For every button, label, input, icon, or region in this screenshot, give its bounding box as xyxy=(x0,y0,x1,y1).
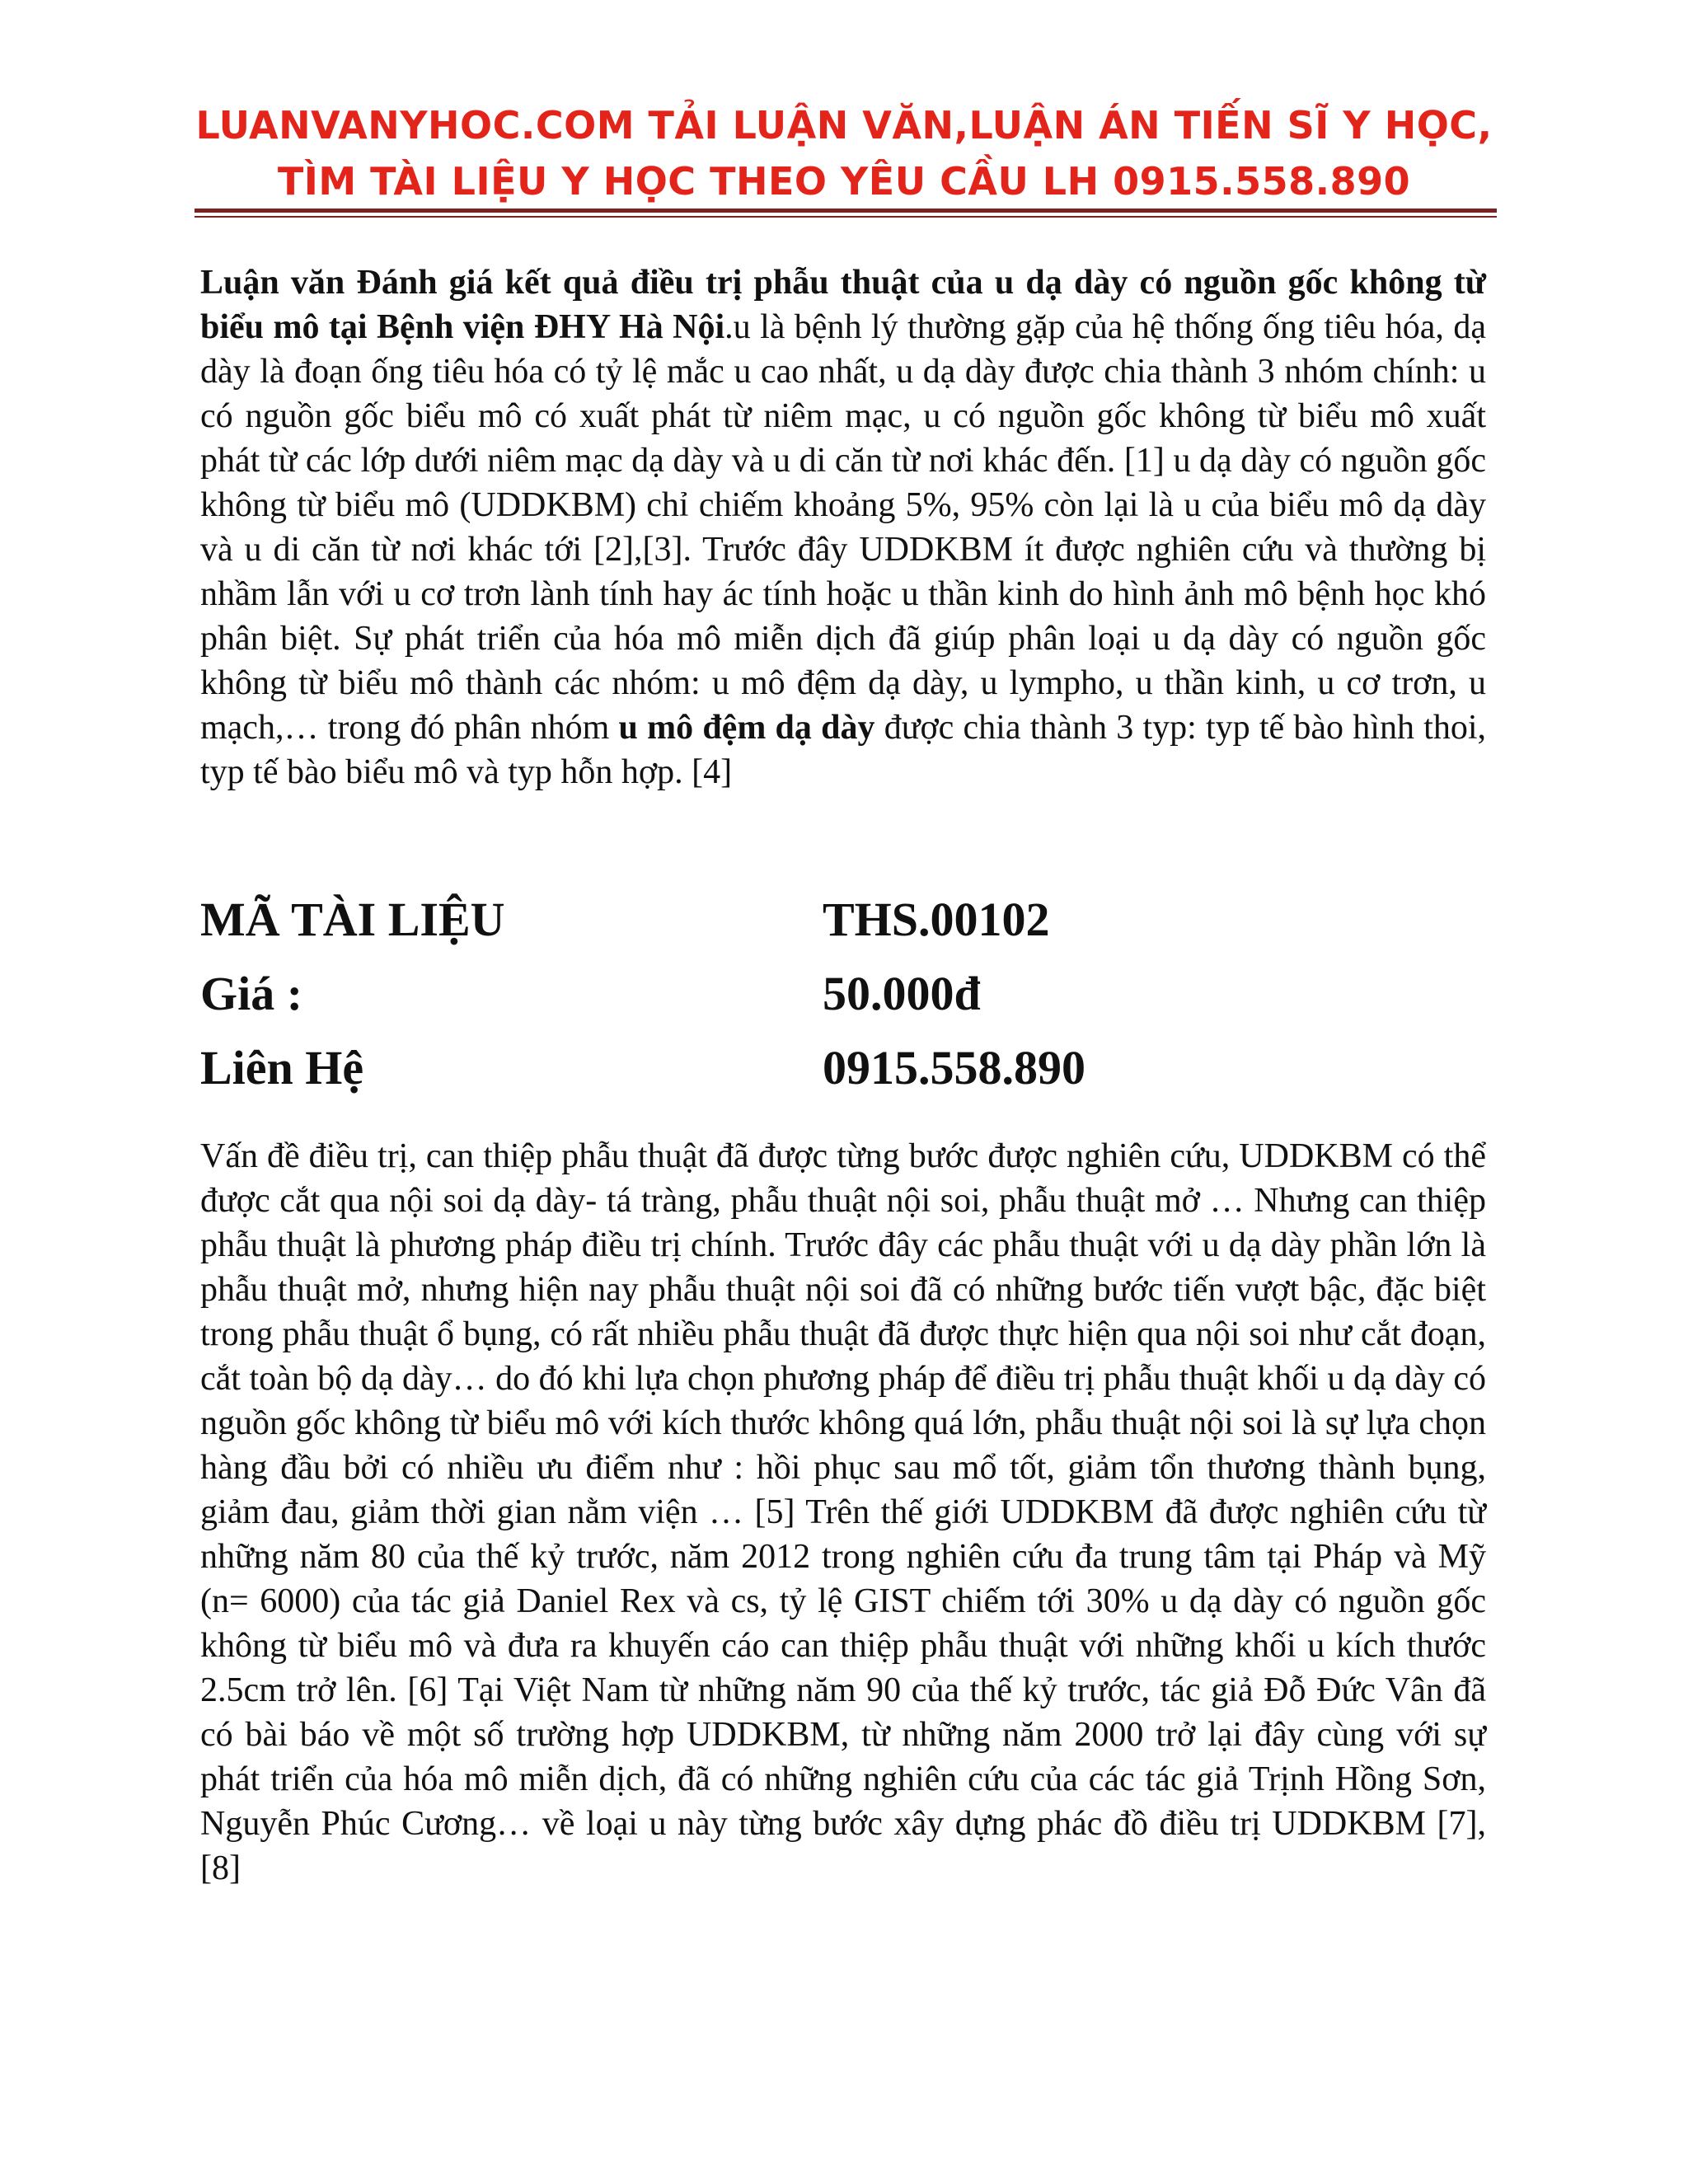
info-row-price xyxy=(200,957,1486,1031)
document-info xyxy=(200,883,1486,1105)
intro-bold-term: u mô đệm dạ dày xyxy=(618,709,875,747)
contact-value: 0915.558.890 xyxy=(823,1041,1085,1094)
info-row-contact xyxy=(200,1031,1486,1105)
site-header xyxy=(0,97,1688,209)
intro-text-a: .u là bệnh lý thường gặp của hệ thống ống tiêu hóa, dạ dày là đoạn ống tiêu hóa có tỷ lệ mắc u cao nhất, u dạ dày được chia thành 3 nhóm chính: u có nguồn gốc biểu mô có xuất phát từ niêm mạc, u có nguồn gốc không từ biểu mô xuất phát từ các lớp dưới niêm mạc dạ dày và u di căn từ nơi khác đến. [1] u dạ dày có nguồn gốc không từ biểu mô (UDDKBM) chỉ chiếm khoảng 5%, 95% còn lại là u của biểu mô dạ dày và u di căn từ nơi khác tới [2],[3]. Trước đây UDDKBM ít được nghiên cứu và thường bị nhầm lẫn với u cơ trơn lành tính hay ác tính hoặc u thần kinh do hình ảnh mô bệnh học khó phân biệt. Sự phát triển của hóa mô miễn dịch đã giúp phân loại u dạ dày có nguồn gốc không từ biểu mô thành các nhóm: u mô đệm dạ dày, u lympho, u thần kinh, u cơ trơn, u mạch,… trong đó phân nhóm xyxy=(200,308,1487,747)
header-line-2: TÌM TÀI LIỆU Y HỌC THEO YÊU CẦU LH 0915.558.890 xyxy=(277,159,1411,204)
document-title: Luận văn Đánh giá kết quả điều trị phẫu thuật của u dạ dày có nguồn gốc không từ biểu mô tại Bệnh viện ĐHY Hà Nội xyxy=(200,264,1486,346)
intro-text-b: được chia thành 3 typ: typ tế bào hình thoi, typ tế bào biểu mô và typ hỗn hợp. [4] xyxy=(200,709,1487,791)
intro-paragraph xyxy=(200,260,1486,794)
code-value: THS.00102 xyxy=(823,893,1050,946)
header-line-1: LUANVANYHOC.COM TẢI LUẬN VĂN,LUẬN ÁN TIẾN SĨ Y HỌC, xyxy=(195,103,1493,148)
info-row-code xyxy=(200,883,1486,957)
body-paragraph: Vấn đề điều trị, can thiệp phẫu thuật đã được từng bước được nghiên cứu, UDDKBM có thể được cắt qua nội soi dạ dày- tá tràng, phẫu thuật nội soi, phẫu thuật mở … Nhưng can thiệp phẫu thuật là phương pháp điều trị chính. Trước đây các phẫu thuật với u dạ dày phần lớn là phẫu thuật mở, nhưng hiện nay phẫu thuật nội soi đã có những bước tiến vượt bậc, đặc biệt trong phẫu thuật ổ bụng, có rất nhiều phẫu thuật đã được thực hiện qua nội soi như cắt đoạn, cắt toàn bộ dạ dày… do đó khi lựa chọn phương pháp để điều trị phẫu thuật khối u dạ dày có nguồn gốc không từ biểu mô với kích thước không quá lớn, phẫu thuật nội soi là sự lựa chọn hàng đầu bởi có nhiều ưu điểm như : hồi phục sau mổ tốt, giảm tổn thương thành bụng, giảm đau, giảm thời gian nằm viện … [5] Trên thế giới UDDKBM đã được nghiên cứu từ những năm 80 của thế kỷ trước, năm 2012 trong nghiên cứu đa trung tâm tại Pháp và Mỹ (n= 6000) của tác giả Daniel Rex và cs, tỷ lệ GIST chiếm tới 30% u dạ dày có nguồn gốc không từ biểu mô và đưa ra khuyến cáo can thiệp phẫu thuật với những khối u kích thước 2.5cm trở lên. [6] Tại Việt Nam từ những năm 90 của thế kỷ trước, tác giả Đỗ Đức Vân đã có bài báo về một số trường hợp UDDKBM, từ những năm 2000 trở lại đây cùng với sự phát triển của hóa mô miễn dịch, đã có những nghiên cứu của các tác giả Trịnh Hồng Sơn, Nguyễn Phúc Cương… về loại u này từng bước xây dựng phác đồ điều trị UDDKBM [7], [8] xyxy=(200,1137,1486,1887)
price-label: Giá : xyxy=(200,967,303,1020)
header-divider xyxy=(195,209,1497,213)
code-label: MÃ TÀI LIỆU xyxy=(200,893,505,946)
header-divider-thin xyxy=(195,216,1497,218)
contact-label: Liên Hệ xyxy=(200,1041,364,1094)
price-value: 50.000đ xyxy=(823,967,981,1020)
